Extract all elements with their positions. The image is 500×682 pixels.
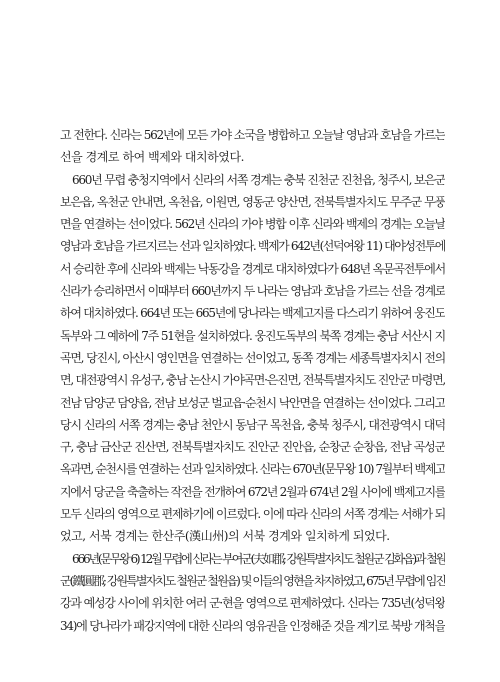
text-line: 군(鐵圓郡; 강원특별자치도 철원군 철원읍) 및 이들의 영현을 차지하였고, 675년 무렵에 임진 <box>60 573 445 588</box>
text-line: 신라가 승리하면서 이때부터 660년까지 두 나라는 영남과 호남을 가르는 선을 경계로 <box>60 284 445 299</box>
text-line: 34)에 당나라가 패강지역에 대한 신라의 영유권을 인정해준 것을 계기로 북방 개척을 <box>60 618 445 633</box>
text-line: 서 승리한 후에 신라와 백제는 낙동강을 경계로 대치하였다가 648년 옥문곡전투에서 <box>60 261 445 276</box>
text-line: 660년 무렵 충청지역에서 신라의 서쪽 경계는 충북 진천군 진천읍, 청주시, 보은군 <box>72 172 445 187</box>
body-text <box>60 124 445 637</box>
text-line: 선을 경계로 하여 백제와 대치하였다. <box>60 150 244 165</box>
text-line: 독부와 그 예하에 7주 51현을 설치하였다. 웅진도독부의 북쪽 경계는 충남 서산시 지 <box>60 328 445 343</box>
text-line: 전남 담양군 담양읍, 전남 보성군 벌교읍·순천시 낙안면을 연결하는 선이었다. 그리고 <box>60 395 445 410</box>
text-line: 666년(문무왕 6) 12월 무렵에 신라는 부여군(夫如郡; 강원특별자치도 철원군 김화읍)과 철원 <box>72 551 445 566</box>
text-line: 고 전한다. 신라는 562년에 모든 가야 소국을 병합하고 오늘날 영남과 호남을 가르는 <box>60 128 445 142</box>
text-line: 구, 충남 금산군 진산면, 전북특별자치도 진안군 진안읍, 순창군 순창읍, 전남 곡성군 <box>60 440 445 455</box>
text-line: 지에서 당군을 축출하는 작전을 전개하여 672년 2월과 674년 2월 사이에 백제고지를 <box>60 484 445 499</box>
text-line: 하여 대치하였다. 664년 또는 665년에 당나라는 백제고지를 다스리기 위하여 웅진도 <box>60 306 445 321</box>
text-line: 당시 신라의 서쪽 경계는 충남 천안시 동남구 목천읍, 충북 청주시, 대전광역시 대덕 <box>60 417 445 432</box>
text-line: 강과 예성강 사이에 위치한 여러 군·현을 영역으로 편제하였다. 신라는 735년(성덕왕 <box>60 596 445 611</box>
text-line: 곡면, 당진시, 아산시 영인면을 연결하는 선이었고, 동쪽 경계는 세종특별자치시 전의 <box>60 350 445 365</box>
text-line: 옥과면, 순천시를 연결하는 선과 일치하였다. 신라는 670년(문무왕 10) 7월부터 백제고 <box>60 462 445 477</box>
text-line: 모두 신라의 영역으로 편제하기에 이르렀다. 이에 따라 신라의 서쪽 경계는 서해가 되 <box>60 507 445 522</box>
text-line: 면, 대전광역시 유성구, 충남 논산시 가야곡면·은진면, 전북특별자치도 진안군 마령면, <box>60 373 445 388</box>
text-line: 면을 연결하는 선이었다. 562년 신라의 가야 병합 이후 신라와 백제의 경계는 오늘날 <box>60 217 445 232</box>
text-line: 영남과 호남을 가르지르는 선과 일치하였다. 백제가 642년(선덕여왕 11) 대야성전투에 <box>60 239 445 254</box>
text-line: 었고, 서북 경계는 한산주(漢山州)의 서북 경계와 일치하게 되었다. <box>60 529 390 544</box>
text-line: 보은읍, 옥천군 안내면, 옥천읍, 이원면, 영동군 양산면, 전북특별자치도 무주군 무풍 <box>60 194 445 209</box>
